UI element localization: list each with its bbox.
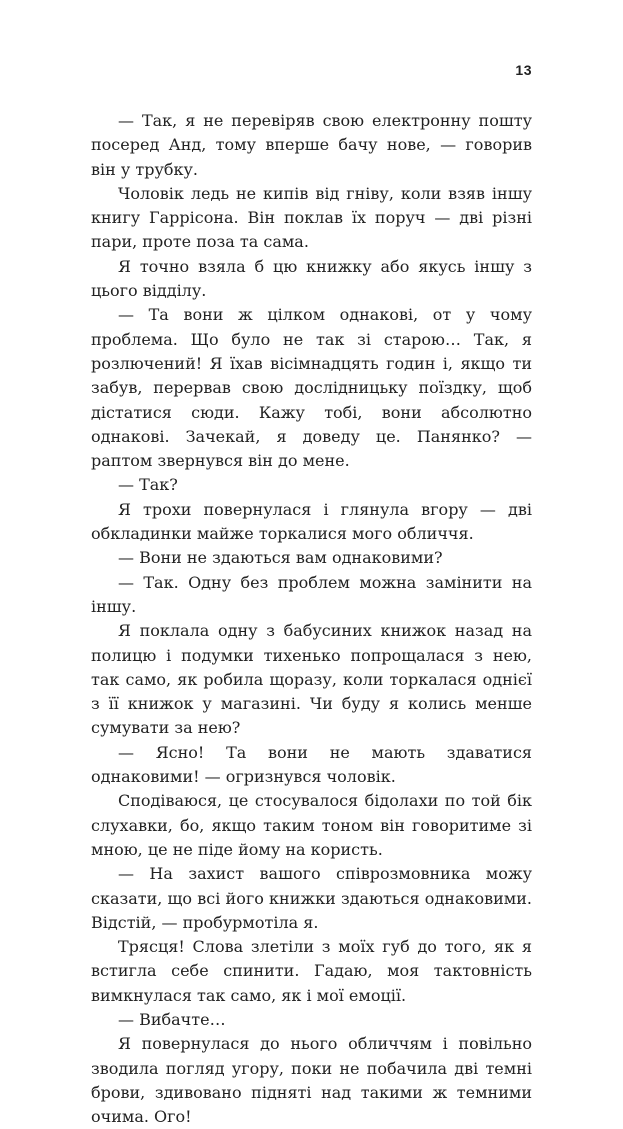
paragraph: Сподіваюся, це стосувалося бідолахи по той бік слухавки, бо, якщо таким тоном він говоритиме зі мною, це не піде йому на користь. — [91, 791, 532, 859]
paragraph: Я поклала одну з бабусиних книжок назад на полицю і подумки тихенько попрощалася з нею, так само, як робила щоразу, коли торкалася однієї з її книжок у магазині. Чи буду я колись менше сумувати за нею? — [91, 621, 532, 738]
paragraph: Я точно взяла б цю книжку або якусь іншу з цього відділу. — [91, 256, 532, 301]
paragraph: — Так, я не перевіряв свою електронну пошту посеред Анд, тому вперше бачу нове, — говорив він у трубку. — [91, 111, 532, 179]
paragraph: — Вибачте… — [118, 1009, 226, 1029]
paragraph: Чоловік ледь не кипів від гніву, коли взяв іншу книгу Гаррісона. Він поклав їх поруч — дві різні пари, проте поза та сама. — [91, 183, 532, 252]
paragraph: — Та вони ж цілком однакові, от у чому проблема. Що було не так зі старою… Так, я розлючений! Я їхав вісімнадцять годин і, якщо ти забув, перервав свою дослідницьку поїздку, щоб дістатися сюди. Кажу тобі, вони абсолютно однакові. Зачекай, я доведу це. Панянко? — раптом звернувся він до мене. — [91, 305, 532, 471]
page-number: 13 — [515, 62, 532, 78]
paragraph: — Так. Одну без проблем можна замінити на іншу. — [91, 572, 532, 616]
paragraph: — Так? — [118, 475, 178, 495]
paragraph: — Ясно! Та вони не мають здаватися однаковими! — огризнувся чоловік. — [91, 742, 532, 787]
text-body — [91, 109, 532, 1129]
paragraph: — Вони не здаються вам однаковими? — [118, 548, 443, 568]
paragraph: Я повернулася до нього обличчям і повільно зводила погляд угору, поки не побачила дві темні брови, здивовано підняті над такими ж темними очима. Ого! — [91, 1034, 532, 1127]
paragraph: Трясця! Слова злетіли з моїх губ до того, як я встигла себе спинити. Гадаю, моя тактовність вимкнулася так само, як і мої емоції. — [91, 937, 532, 1005]
paragraph: — На захист вашого співрозмовника можу сказати, що всі його книжки здаються однаковими. Відстій, — пробурмотіла я. — [91, 864, 532, 932]
paragraph: Я трохи повернулася і глянула вгору — дві обкладинки майже торкалися мого обличчя. — [91, 499, 532, 544]
